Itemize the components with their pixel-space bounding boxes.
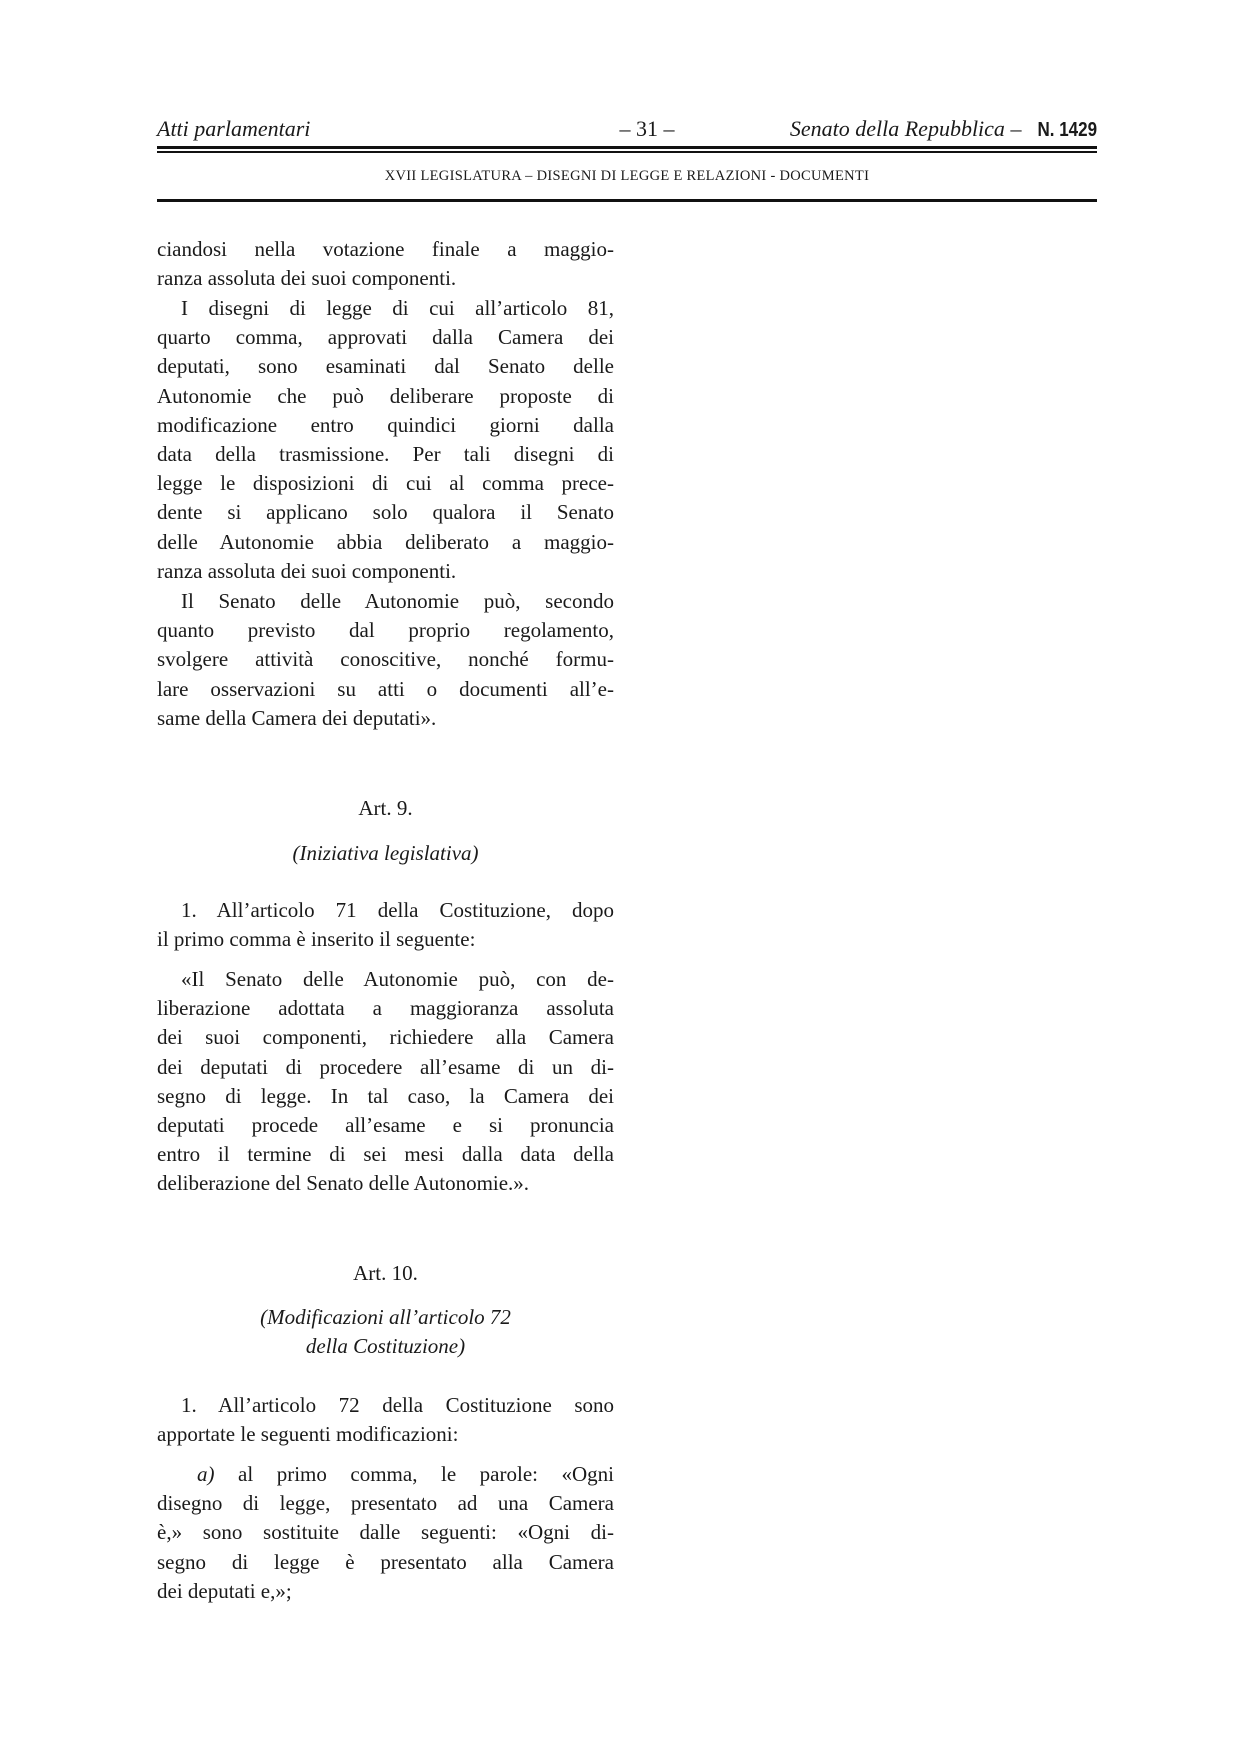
- text-line: apportate le seguenti modificazioni:: [157, 1422, 459, 1447]
- header-subtitle: XVII LEGISLATURA – DISEGNI DI LEGGE E RELAZIONI - DOCUMENTI: [384, 168, 870, 184]
- text-line: quarto comma, approvati dalla Camera dei: [157, 325, 614, 350]
- running-header: [157, 116, 1097, 146]
- text-line: 1. All’articolo 71 della Costituzione, dopo: [181, 898, 614, 922]
- text-line: dei deputati di procedere all’esame di un di-: [157, 1054, 614, 1079]
- text-line: liberazione adottata a maggioranza assoluta: [157, 996, 614, 1021]
- text-line: delle Autonomie abbia deliberato a maggio-: [157, 529, 614, 554]
- list-item-a: [157, 1460, 614, 1606]
- article-10-heading-line: della Costituzione): [305, 1334, 466, 1358]
- paragraph: [157, 294, 614, 586]
- paragraph: [157, 896, 614, 954]
- article-9-heading: (Iniziativa legislativa): [292, 841, 479, 865]
- text-line: dei deputati e,»;: [157, 1578, 292, 1603]
- text-line: entro il termine di sei mesi dalla data della: [157, 1142, 614, 1167]
- article-9-title: Art. 9.: [358, 796, 413, 820]
- text-line: segno di legge. In tal caso, la Camera dei: [157, 1083, 614, 1108]
- text-line: deputati procede all’esame e si pronuncia: [157, 1112, 614, 1137]
- quoted-paragraph: [157, 965, 614, 1199]
- header-rule-bottom: [157, 199, 1097, 202]
- text-line: ciandosi nella votazione finale a maggio-: [157, 237, 614, 261]
- text-line: il primo comma è inserito il seguente:: [157, 927, 476, 952]
- header-right: [790, 116, 1097, 142]
- text-line: deliberazione del Senato delle Autonomie.».: [157, 1171, 530, 1196]
- text-line: Il Senato delle Autonomie può, secondo: [181, 589, 614, 613]
- article-10-title: Art. 10.: [353, 1261, 418, 1285]
- article-10-heading-line: (Modificazioni all’articolo 72: [260, 1305, 511, 1329]
- text-line: 1. All’articolo 72 della Costituzione sono: [181, 1393, 614, 1417]
- text-line: ranza assoluta dei suoi componenti.: [157, 266, 457, 291]
- header-rule-thick: [157, 146, 1097, 149]
- text-line: same della Camera dei deputati».: [157, 705, 437, 730]
- text-line: legge le disposizioni di cui al comma prece-: [157, 471, 614, 496]
- header-sep: –: [1004, 116, 1027, 141]
- text-line: modificazione entro quindici giorni dalla: [157, 412, 614, 437]
- header-senate: Senato della Repubblica: [789, 116, 1005, 141]
- text-line: dente si applicano solo qualora il Senato: [157, 500, 614, 525]
- text-line: ranza assoluta dei suoi componenti.: [157, 558, 457, 583]
- text-line: è,» sono sostituite dalle seguenti: «Ogni di-: [157, 1520, 614, 1545]
- paragraph: [157, 235, 614, 293]
- text-line: [157, 1460, 614, 1489]
- text-line: disegno di legge, presentato ad una Camera: [157, 1491, 614, 1516]
- document-number: N. 1429: [1037, 119, 1097, 141]
- text-line: dei suoi componenti, richiedere alla Camera: [157, 1025, 614, 1050]
- paragraph: [157, 1391, 614, 1449]
- text-line: svolgere attività conoscitive, nonché formu-: [157, 647, 614, 672]
- text-line: I disegni di legge di cui all’articolo 81,: [181, 296, 614, 320]
- text-line: quanto previsto dal proprio regolamento,: [157, 618, 614, 643]
- list-marker: a): [197, 1462, 215, 1486]
- page-number: – 31 –: [619, 116, 675, 141]
- text-line: «Il Senato delle Autonomie può, con de-: [181, 967, 614, 991]
- paragraph: [157, 587, 614, 733]
- header-rule-thin: [157, 151, 1097, 153]
- text-line: deputati, sono esaminati dal Senato delle: [157, 354, 614, 379]
- text-line: Autonomie che può deliberare proposte di: [157, 383, 614, 408]
- text-line-content: al primo comma, le parole: «Ogni: [238, 1462, 614, 1486]
- text-line: segno di legge è presentato alla Camera: [157, 1549, 614, 1574]
- text-line: data della trasmissione. Per tali disegni di: [157, 441, 614, 466]
- text-line: lare osservazioni su atti o documenti all’e-: [157, 676, 614, 701]
- header-left: Atti parlamentari: [157, 116, 311, 141]
